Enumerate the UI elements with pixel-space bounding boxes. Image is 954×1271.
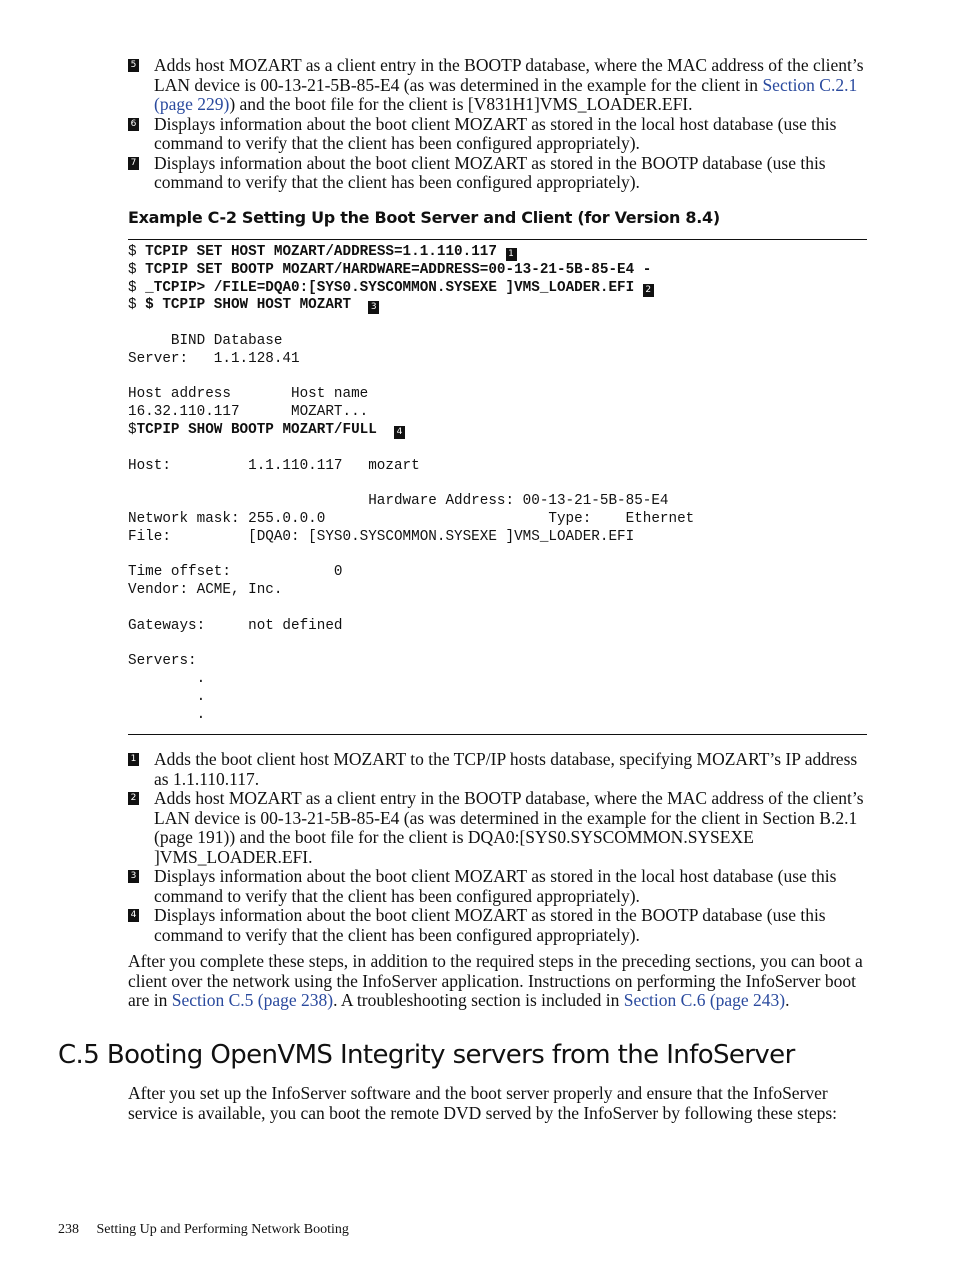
- code-line: [128, 386, 368, 402]
- callout-text: Displays information about the boot client MOZART as stored in the BOOTP database (use this command to verify that the client has been configured appropriately).: [154, 905, 826, 945]
- callout-text: After you complete these steps, in addition to the required steps in the preceding sections, you can boot a client over the network using the InfoServer application. Instructions on performing the InfoServer boot are in: [128, 951, 863, 1010]
- output-text: Gateways: not defined: [128, 617, 343, 634]
- code-line: [128, 582, 282, 598]
- output-text: Host address Host name: [128, 386, 369, 403]
- code-line: [128, 404, 368, 420]
- output-text: $: [128, 261, 146, 278]
- callout-description: [154, 866, 836, 906]
- output-text: BIND Database: [128, 332, 283, 349]
- output-text: .: [128, 688, 206, 705]
- callout-text: Displays information about the boot client MOZART as stored in the local host database (use this command to verify that the client has been configured appropriately).: [154, 113, 837, 153]
- bottom-callout-list: [128, 750, 868, 945]
- callout-description: [154, 788, 864, 867]
- summary-paragraph: [128, 952, 868, 1011]
- command-text: TCPIP SET HOST MOZART/ADDRESS=1.1.110.117: [145, 244, 506, 260]
- callout-text: . A troubleshooting section is included in: [333, 990, 624, 1010]
- code-line: [128, 280, 654, 296]
- callout-description: [154, 749, 857, 789]
- cross-reference-link[interactable]: Section C.5 (page 238): [171, 990, 334, 1010]
- example-top-rule: [128, 239, 867, 240]
- output-text: $: [128, 297, 146, 314]
- section-body: After you set up the InfoServer software and the boot server properly and ensure that the InfoServer service is available, you can boot the remote DVD served by the InfoServer by following these steps:: [128, 1083, 838, 1123]
- callout-marker: 4: [394, 426, 405, 439]
- code-line: [128, 244, 517, 260]
- output-text: File: [DQA0: [SYS0.SYSCOMMON.SYSEXE ]VMS_LOADER.EFI: [128, 528, 635, 545]
- output-text: Time offset: 0: [128, 564, 343, 581]
- command-text: TCPIP SHOW BOOTP MOZART/FULL: [136, 421, 394, 438]
- output-text: Host: 1.1.110.117 mozart: [128, 457, 420, 474]
- output-text: $: [128, 279, 146, 296]
- callout-number-badge: 5: [128, 59, 139, 72]
- code-line: [128, 671, 205, 687]
- code-line: [128, 653, 197, 669]
- callout-text: Adds host MOZART as a client entry in the BOOTP database, where the MAC address of the client’s LAN device is 00-13-21-5B-85-E4 (as was determined in the example for the client in Section B.2.1 (page 191)) and the boot file for the client is DQA0:[SYS0.SYSCOMMON.SYSEXE ]VMS_LOADER.EFI.: [154, 788, 864, 867]
- callout-text: Displays information about the boot client MOZART as stored in the local host database (use this command to verify that the client has been configured appropriately).: [154, 866, 837, 906]
- code-line: [128, 422, 405, 438]
- callout-number-badge: 6: [128, 118, 139, 131]
- callout-description: [154, 114, 836, 154]
- callout-number-badge: 1: [128, 753, 139, 766]
- callout-description: [154, 905, 826, 945]
- callout-item: [128, 867, 868, 906]
- callout-number-badge: 3: [128, 870, 139, 883]
- section-heading: C.5 Booting OpenVMS Integrity servers from the InfoServer: [58, 1040, 795, 1070]
- output-text: Server: 1.1.128.41: [128, 350, 300, 367]
- callout-number-badge: 2: [128, 792, 139, 805]
- code-line: [128, 262, 651, 278]
- callout-text: ) and the boot file for the client is [V831H1]VMS_LOADER.EFI.: [229, 94, 693, 114]
- output-text: Network mask: 255.0.0.0 Type: Ethernet: [128, 510, 695, 527]
- code-line: [128, 511, 694, 527]
- code-line: [128, 689, 205, 705]
- output-text: Vendor: ACME, Inc.: [128, 582, 283, 599]
- code-line: [128, 458, 420, 474]
- callout-description: [154, 55, 864, 114]
- top-callout-list: [128, 56, 868, 193]
- cross-reference-link[interactable]: Section C.2.1 (page 229): [154, 74, 858, 114]
- callout-text: .: [785, 990, 790, 1010]
- command-text: $ TCPIP SHOW HOST MOZART: [145, 297, 369, 314]
- callout-text: Adds the boot client host MOZART to the TCP/IP hosts database, specifying MOZART’s IP address as 1.1.110.117.: [154, 749, 858, 789]
- output-text: Hardware Address: 00-13-21-5B-85-E4: [128, 493, 669, 510]
- cross-reference-link[interactable]: Section C.6 (page 243): [623, 990, 786, 1010]
- output-text: $: [128, 244, 146, 260]
- callout-item: [128, 115, 868, 154]
- callout-marker: 3: [368, 301, 379, 314]
- callout-text: Displays information about the boot client MOZART as stored in the BOOTP database (use this command to verify that the client has been configured appropriately).: [154, 152, 826, 192]
- command-text: TCPIP SET BOOTP MOZART/HARDWARE=ADDRESS=00-13-21-5B-85-E4 -: [145, 261, 652, 278]
- code-line: [128, 333, 282, 349]
- callout-item: [128, 154, 868, 193]
- callout-number-badge: 7: [128, 157, 139, 170]
- example-bottom-rule: [128, 734, 867, 735]
- callout-item: [128, 750, 868, 789]
- command-text: _TCPIP> /FILE=DQA0:[SYS0.SYSCOMMON.SYSEXE ]VMS_LOADER.EFI: [145, 279, 643, 296]
- code-line: [128, 351, 300, 367]
- code-line: [128, 564, 343, 580]
- callout-item: [128, 56, 868, 115]
- output-text: 16.32.110.117 MOZART...: [128, 404, 369, 421]
- page-number: 238: [58, 1222, 79, 1237]
- callout-description: [154, 153, 826, 193]
- output-text: .: [128, 706, 206, 723]
- callout-text: Adds host MOZART as a client entry in the BOOTP database, where the MAC address of the client’s LAN device is 00-13-21-5B-85-E4 (as was determined in the example for the client in: [154, 55, 864, 95]
- example-title: Example C-2 Setting Up the Boot Server and Client (for Version 8.4): [128, 208, 720, 227]
- code-line: [128, 297, 379, 313]
- footer-chapter-title: Setting Up and Performing Network Booting: [96, 1222, 349, 1237]
- callout-marker: 1: [506, 248, 517, 261]
- code-line: [128, 493, 669, 509]
- callout-item: [128, 906, 868, 945]
- callout-number-badge: 4: [128, 909, 139, 922]
- callout-item: [128, 789, 868, 867]
- output-text: .: [128, 671, 206, 688]
- output-text: Servers:: [128, 653, 197, 670]
- callout-marker: 2: [643, 284, 654, 297]
- code-listing: [128, 244, 867, 725]
- code-line: [128, 707, 205, 723]
- code-line: [128, 618, 343, 634]
- code-line: [128, 529, 634, 545]
- output-text: $: [128, 421, 137, 438]
- page-footer: [58, 1222, 349, 1238]
